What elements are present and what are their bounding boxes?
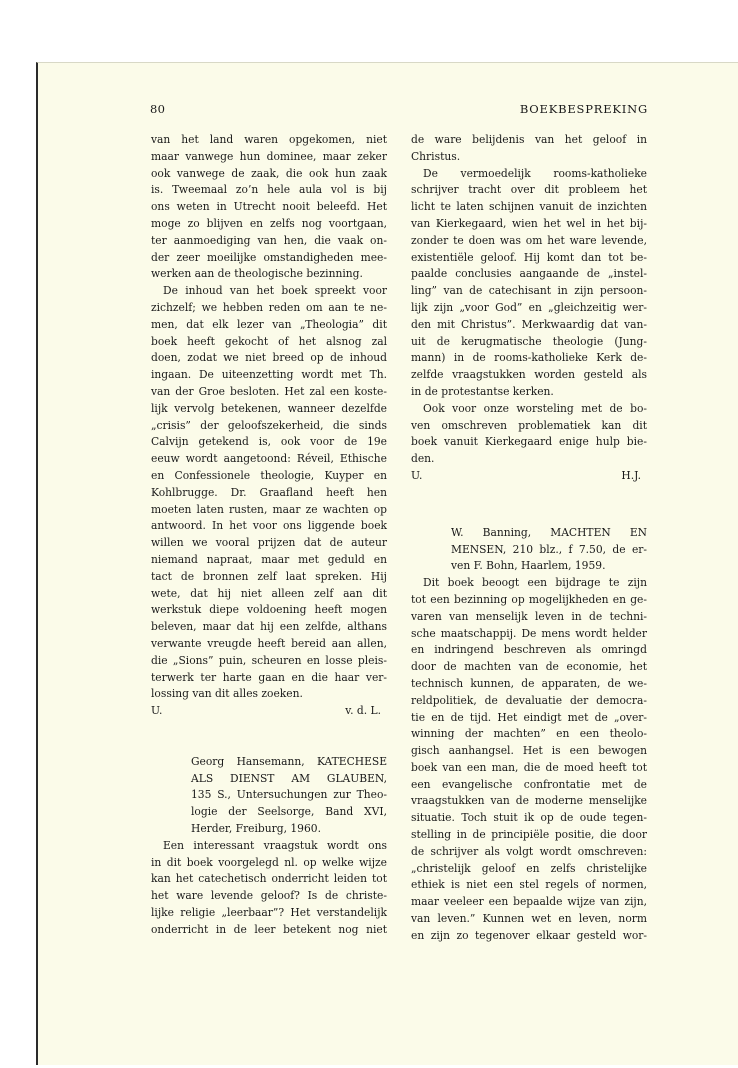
text-line: boek heeft gekocht of het alsnog zal	[151, 334, 387, 348]
text-line: zonder te doen was om het ware levende,	[411, 233, 647, 247]
review-3-citation	[411, 525, 647, 575]
text-line: de ware belijdenis van het geloof in	[411, 133, 647, 146]
text-line: het ware levende geloof? Is de christe-	[151, 889, 387, 903]
text-line: technisch kunnen, de apparaten, de we-	[411, 676, 647, 690]
text-line: werken aan de theologische bezinning.	[151, 267, 363, 281]
text-line: ethiek is niet een stel regels of normen,	[411, 878, 647, 892]
section-gap	[411, 485, 647, 525]
citation-line: ALS DIENST AM GLAUBEN,	[191, 771, 387, 785]
text-line: kan het catechetisch onderricht leiden tot	[151, 872, 387, 886]
text-line: sche maatschappij. De mens wordt helder	[411, 626, 647, 640]
text-line: stelling in de principiële positie, die door	[411, 828, 647, 842]
text-line: schrijver tracht over dit probleem het	[411, 183, 647, 197]
text-line: die „Sions” puin, scheuren en losse pleis-	[151, 653, 387, 667]
text-line: boek vanuit Kierkegaard enige hulp bie-	[411, 435, 647, 449]
text-line: ook vanwege de zaak, die ook hun zaak	[151, 166, 387, 180]
citation-line: 135 S., Untersuchungen zur Theo-	[191, 788, 387, 802]
text-line: reldpolitiek, de devaluatie der democra-	[411, 693, 647, 707]
text-line: beleven, maar dat hij een zelfde, althans	[151, 620, 387, 634]
text-line: willen we vooral prijzen dat de auteur	[151, 536, 387, 550]
text-line: der zeer moeilijke omstandigheden mee-	[151, 250, 387, 264]
text-line: lijke religie „leerbaar”? Het verstandelijk	[151, 906, 387, 920]
text-line: tact de bronnen zelf laat spreken. Hij	[151, 569, 387, 583]
review-1-continuation	[151, 132, 387, 720]
text-line: mann) in de rooms-katholieke Kerk de-	[411, 351, 647, 365]
citation-line: W. Banning, MACHTEN EN	[451, 525, 647, 539]
text-line: en indringend beschreven als omringd	[411, 643, 647, 657]
text-line: situatie. Toch stuit ik op de oude tegen-	[411, 811, 647, 825]
citation-line: logie der Seelsorge, Band XVI,	[191, 805, 387, 819]
text-line: Een interessant vraagstuk wordt ons	[163, 838, 387, 852]
text-line: paalde conclusies aangaande de „instel-	[411, 267, 647, 281]
text-line: den.	[411, 452, 435, 466]
page-number: 80	[150, 102, 166, 116]
text-line: tot een bezinning op mogelijkheden en ge-	[411, 592, 647, 606]
text-line: uit de kerugmatische theologie (Jung-	[411, 334, 647, 348]
text-line: door de machten van de economie, het	[411, 660, 647, 674]
citation-line: ven F. Bohn, Haarlem, 1959.	[451, 559, 606, 573]
review-signature	[151, 703, 387, 720]
text-line: Kohlbrugge. Dr. Graafland heeft hen	[151, 485, 387, 499]
text-line: Calvijn getekend is, ook voor de 19e	[151, 435, 387, 449]
text-line: ons weten in Utrecht nooit beleefd. Het	[151, 200, 387, 214]
text-line: een evangelische confrontatie met de	[411, 777, 647, 791]
citation-line: Herder, Freiburg, 1960.	[191, 822, 321, 836]
text-line: eeuw wordt aangetoond: Réveil, Ethische	[151, 452, 387, 466]
text-line: ter aanmoediging van hen, die vaak on-	[151, 233, 387, 247]
review-2-body	[151, 838, 387, 939]
citation-line: MENSEN, 210 blz., f 7.50, de er-	[451, 542, 647, 556]
review-2-citation	[151, 754, 387, 838]
text-line: winning der machten” en een theolo-	[411, 727, 647, 741]
review-signature	[411, 468, 647, 485]
signature-initial: U.	[151, 704, 163, 718]
text-line: lijk vervolg betekenen, wanneer dezelfde	[151, 401, 387, 415]
text-line: van leven.” Kunnen wet en leven, norm	[411, 912, 647, 926]
text-line: en Confessionele theologie, Kuyper en	[151, 468, 387, 482]
text-line: doen, zodat we niet breed op de inhoud	[151, 351, 387, 365]
text-line: de schrijver als volgt wordt omschreven:	[411, 844, 647, 858]
text-line: „crisis” der geloofszekerheid, die sinds	[151, 418, 387, 432]
text-line: varen van menselijk leven in de techni-	[411, 609, 647, 623]
text-line: zelfde vraagstukken worden gesteld als	[411, 368, 647, 382]
text-line: Dit boek beoogt een bijdrage te zijn	[423, 576, 647, 590]
signature-initial: U.	[411, 468, 423, 482]
text-line: Christus.	[411, 149, 461, 163]
text-line: werkstuk diepe voldoening heeft mogen	[151, 603, 387, 617]
text-line: van Kierkegaard, wien het wel in het bij-	[411, 216, 647, 230]
text-line: moeten laten rusten, maar ze wachten op	[151, 502, 387, 516]
text-line: in dit boek voorgelegd nl. op welke wijze	[151, 855, 387, 869]
text-line: ingaan. De uiteenzetting wordt met Th.	[151, 368, 387, 382]
text-line: en zijn zo tegenover elkaar gesteld wor-	[411, 928, 647, 942]
text-line: lijk zijn „voor God” en „gleichzeitig wer-	[411, 300, 647, 314]
text-line: tie en de tijd. Het eindigt met de „over-	[411, 710, 647, 724]
running-head: BOEKBESPREKING	[519, 102, 648, 116]
text-line: maar veeleer een bepaalde wijze van zijn,	[411, 895, 647, 909]
text-line: niemand napraat, maar met geduld en	[151, 552, 387, 566]
review-3-body	[411, 575, 647, 945]
text-line: existentiële geloof. Hij komt dan tot be-	[411, 250, 647, 264]
text-line: moge zo blijven en zelfs nog voortgaan,	[151, 216, 387, 230]
citation-line: Georg Hansemann, KATECHESE	[191, 754, 387, 768]
signature-author: v. d. L.	[345, 704, 381, 718]
text-line: in de protestantse kerken.	[411, 384, 554, 398]
text-line: boek van een man, die de moed heeft tot	[411, 760, 647, 774]
text-line: De inhoud van het boek spreekt voor	[163, 284, 387, 298]
section-gap	[151, 720, 387, 754]
text-line: van der Groe besloten. Het zal een koste-	[151, 384, 387, 398]
text-line: wete, dat hij niet alleen zelf aan dit	[151, 586, 387, 600]
text-line: antwoord. In het voor ons liggende boek	[151, 519, 387, 533]
signature-author: H.J.	[621, 468, 641, 482]
text-line: gisch aanhangsel. Het is een bewogen	[411, 744, 647, 758]
text-line: lossing van dit alles zoeken.	[151, 687, 303, 701]
text-line: is. Tweemaal zo’n hele aula vol is bij	[151, 183, 387, 197]
text-line: Ook voor onze worsteling met de bo-	[423, 401, 647, 415]
text-line: den mit Christus”. Merkwaardig dat van-	[411, 317, 647, 331]
text-line: De vermoedelijk rooms-katholieke	[423, 166, 647, 180]
right-column	[411, 132, 647, 945]
text-line: vraagstukken van de moderne menselijke	[411, 794, 647, 808]
left-column	[151, 132, 387, 939]
text-line: men, dat elk lezer van „Theologia” dit	[151, 317, 387, 331]
text-line: maar vanwege hun dominee, maar zeker	[151, 149, 387, 163]
text-line: terwerk ter harte gaan en die haar ver-	[151, 670, 387, 684]
text-line: verwante vreugde heeft bereid aan allen,	[151, 636, 387, 650]
text-line: ven omschreven problematiek kan dit	[411, 418, 647, 432]
review-2-continuation	[411, 132, 647, 485]
text-line: zichzelf; we hebben reden om aan te ne-	[151, 300, 387, 314]
text-line: „christelijk geloof en zelfs christelijke	[411, 861, 647, 875]
text-line: licht te laten schijnen vanuit de inzichten	[411, 200, 647, 214]
text-line: onderricht in de leer betekent nog niet	[151, 922, 387, 936]
text-line: ling” van de catechisant in zijn persoon-	[411, 284, 647, 298]
text-line: van het land waren opgekomen, niet	[151, 133, 387, 146]
